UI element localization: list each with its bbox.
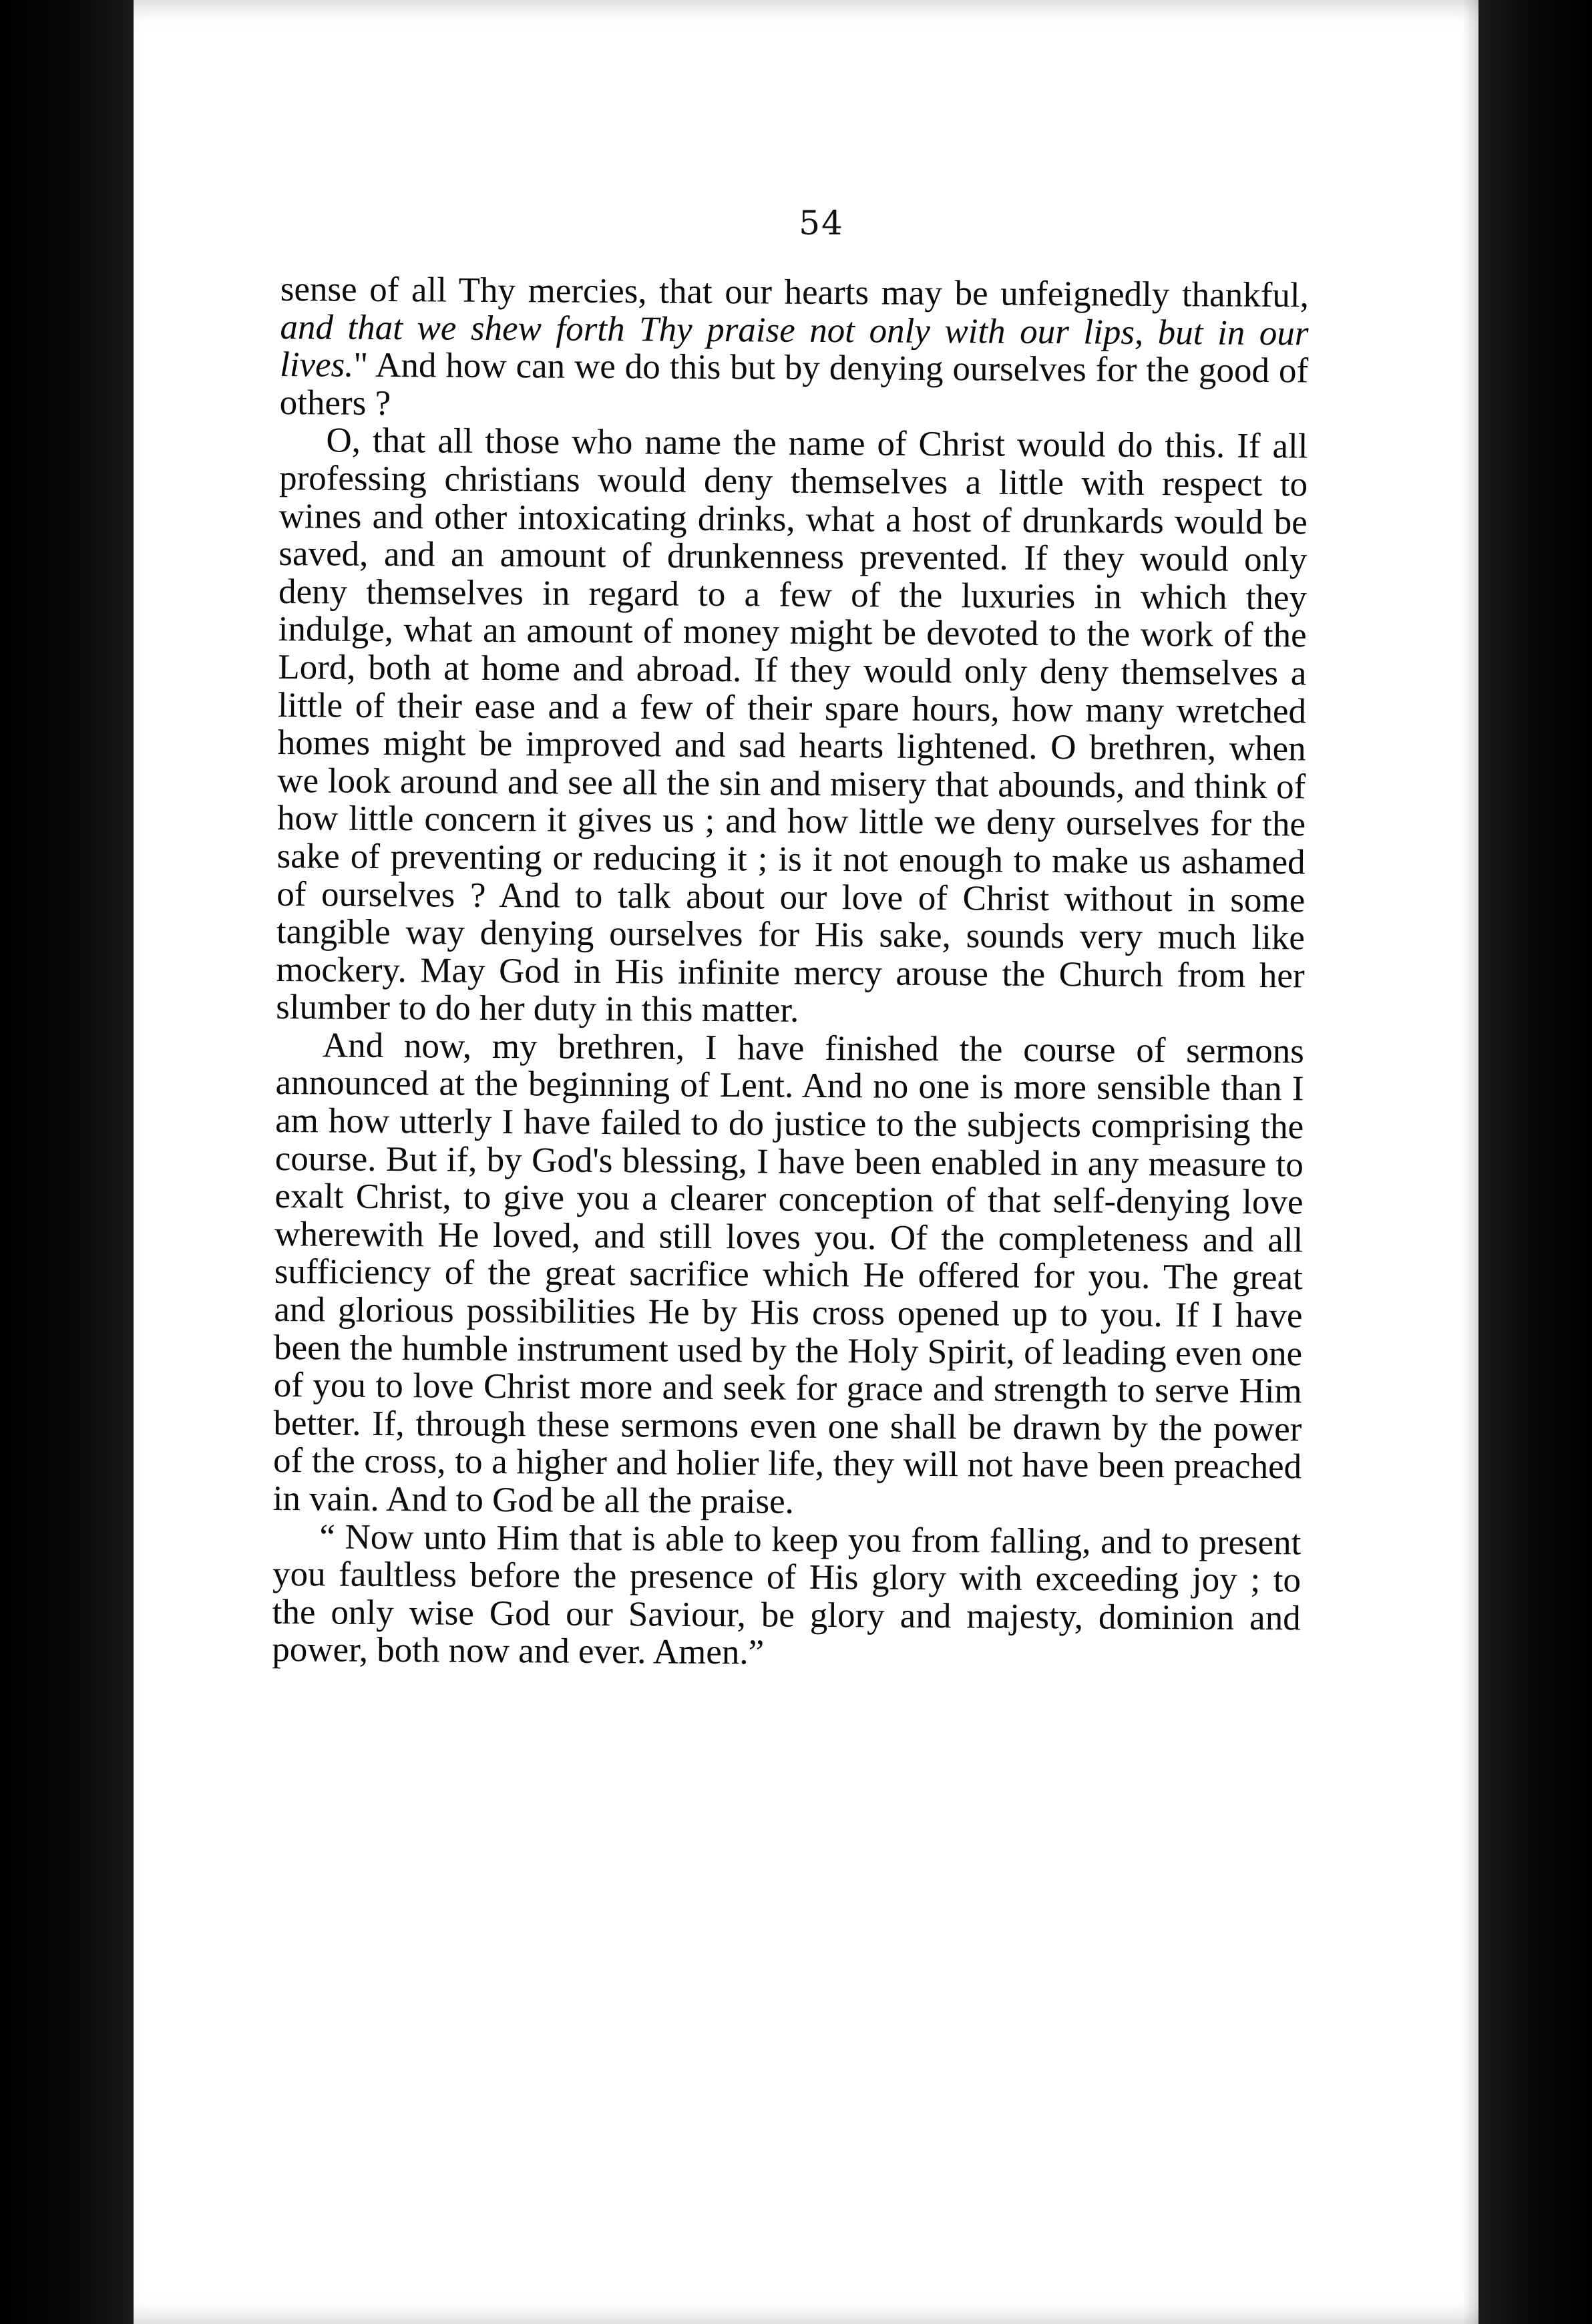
paragraph-1-quote: and that we shew forth Thy praise not only with our lips, but in our lives. <box>279 307 1309 385</box>
page-number: 54 <box>799 204 844 242</box>
paragraph-3: And now, my brethren, I have finished the course of sermons announced at the beginning of Lent. And no one is more sensible than I am how utterly I have failed to do justice to the subjects comprising the course. But if, by God's blessing, I have been enabled in any measure to exalt Christ, to give you a clearer conception of that self-denying love wherewith He loved, and still loves you. Of the completeness and all sufficiency of the great sacrifice which He offered for you. The great and glorious possibilities He by His cross opened up to you. If I have been the humble instrument used by the Holy Spirit, of leading even one of you to love Christ more and seek for grace and strength to serve Him better. If, through these sermons even one shall be drawn by the power of the cross, to a higher and holier life, they will not have been preached in vain. And to God be all the praise. <box>272 1026 1305 1521</box>
body-text <box>272 270 1309 1675</box>
book-page <box>134 0 1509 2324</box>
scan-border-right <box>1478 0 1592 2324</box>
paragraph-1 <box>280 270 1309 428</box>
scan-border-left <box>0 0 134 2324</box>
paragraph-1-tail: " And how can we do this but by denying ourselves for the good of others ? <box>279 345 1309 423</box>
paragraph-2: O, that all those who name the name of Christ would do this. If all professing christians would deny themselves a little with respect to wines and other intoxicating drinks, what a host of drunkards would be saved, and an amount of drunkenness prevented. If they would only deny themselves in regard to a few of the luxuries in which they indulge, what an amount of money might be devoted to the work of the Lord, both at home and abroad. If they would only deny themselves a little of their ease and a few of their spare hours, how many wretched homes might be improved and sad hearts lightened. O brethren, when we look around and see all the sin and misery that abounds, and think of how little concern it gives us ; and how little we deny ourselves for the sake of preventing or reducing it ; is it not enough to make us ashamed of ourselves ? And to talk about our love of Christ without in some tangible way denying ourselves for His sake, sounds very much like mockery. May God in His infinite mercy arouse the Church from her slumber to do her duty in this matter. <box>276 421 1308 1030</box>
paragraph-1-lead: sense of all Thy mercies, that our hearts may be unfeignedly thankful, <box>280 270 1309 315</box>
paragraph-4: “ Now unto Him that is able to keep you from falling, and to present you faultless before the presence of His glory with exceeding joy ; to the only wise God our Saviour, be glory and majesty, dominion and power, both now and ever. Amen.” <box>272 1517 1302 1672</box>
